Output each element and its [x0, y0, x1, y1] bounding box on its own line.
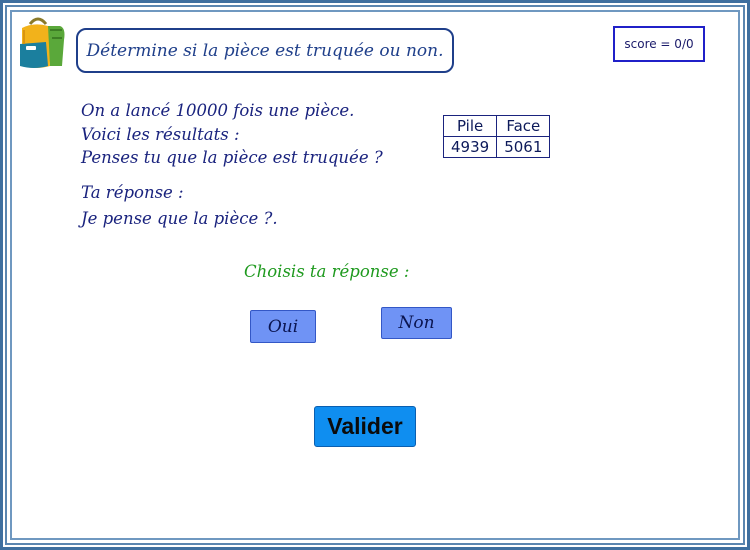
oui-button[interactable]: Oui: [250, 310, 316, 343]
choice-prompt: Choisis ta réponse :: [244, 262, 410, 281]
page-title: Détermine si la pièce est truquée ou non.: [76, 28, 454, 73]
question-line-1: On a lancé 10000 fois une pièce.: [81, 101, 355, 120]
non-button[interactable]: Non: [381, 307, 452, 339]
answer-label: Ta réponse :: [81, 183, 184, 202]
backpack-icon: [16, 14, 68, 70]
table-value-pile: 4939: [444, 137, 497, 158]
score-badge: score = 0/0: [613, 26, 705, 62]
results-table: [443, 115, 550, 158]
table-header-pile: Pile: [444, 116, 497, 137]
table-value-face: 5061: [497, 137, 550, 158]
question-line-2: Voici les résultats :: [81, 125, 240, 144]
valider-button[interactable]: Valider: [314, 406, 416, 447]
answer-text: Je pense que la pièce ?.: [81, 209, 278, 228]
question-line-3: Penses tu que la pièce est truquée ?: [81, 148, 383, 167]
table-header-face: Face: [497, 116, 550, 137]
